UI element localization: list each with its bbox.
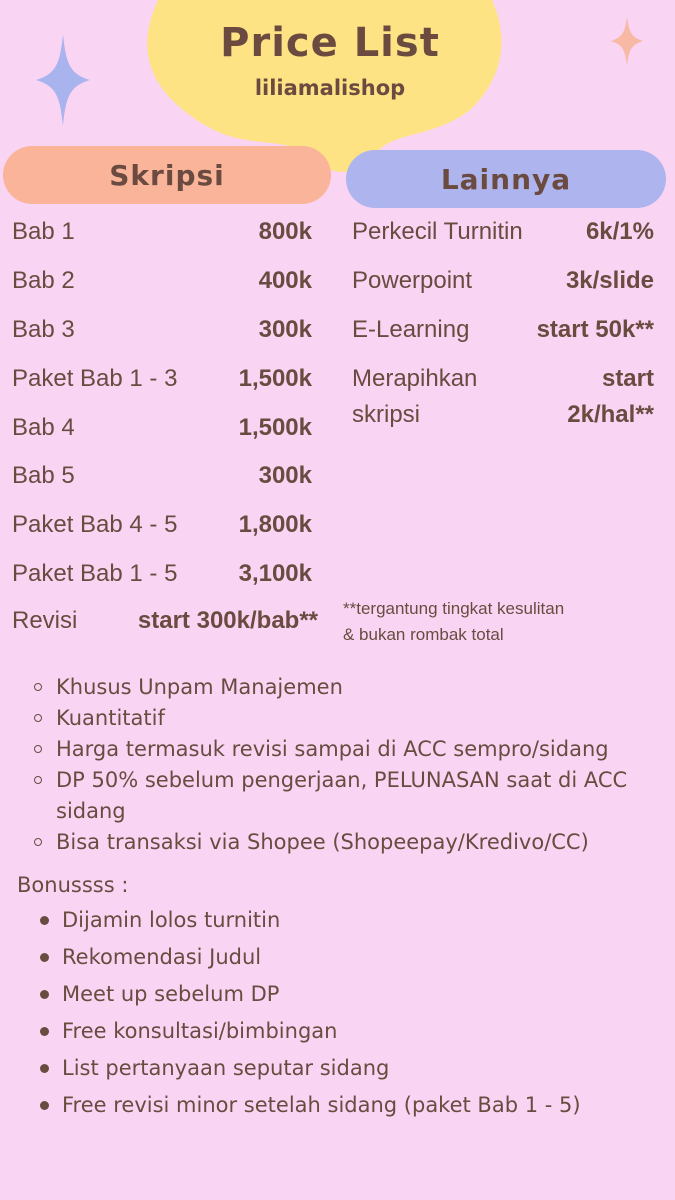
item-price: 400k <box>258 267 312 294</box>
dot-bullet-icon <box>40 1027 49 1036</box>
info-list <box>34 672 664 858</box>
item-price: start 50k** <box>536 316 654 343</box>
shop-name: liliamalishop <box>254 76 406 100</box>
list-item: Free konsultasi/bimbingan <box>40 1013 660 1050</box>
price-row <box>12 267 312 295</box>
dot-bullet-icon <box>40 1064 49 1073</box>
circle-bullet-icon <box>34 776 42 784</box>
skripsi-section-label: Skripsi <box>3 146 331 204</box>
item-name: Powerpoint <box>352 267 473 294</box>
item-price: 300k <box>258 462 312 489</box>
item-name: Bab 3 <box>12 316 75 343</box>
list-item: Kuantitatif <box>34 703 664 734</box>
dot-bullet-icon <box>40 990 49 999</box>
price-row <box>12 607 318 635</box>
price-row <box>12 365 312 393</box>
item-price: 1,500k <box>238 365 312 392</box>
circle-bullet-icon <box>34 714 42 722</box>
price-row <box>352 316 654 344</box>
price-row <box>12 316 312 344</box>
item-name: Paket Bab 4 - 5 <box>12 511 178 538</box>
price-row <box>12 462 312 490</box>
price-row <box>352 218 654 246</box>
item-name-line: skripsi <box>352 401 421 428</box>
item-name: Bab 1 <box>12 218 75 245</box>
item-name-line: Merapihkan <box>352 365 478 392</box>
list-item: Meet up sebelum DP <box>40 976 660 1013</box>
item-price: 800k <box>258 218 312 245</box>
item-name: Bab 4 <box>12 414 75 441</box>
price-row <box>12 218 312 246</box>
item-price: 1,800k <box>238 511 312 538</box>
item-name: Bab 2 <box>12 267 75 294</box>
dot-bullet-icon <box>40 953 49 962</box>
price-row <box>12 414 312 442</box>
list-item: Bisa transaksi via Shopee (Shopeepay/Kredivo/CC) <box>34 827 664 858</box>
item-name: Paket Bab 1 - 5 <box>12 560 178 587</box>
item-price-line: 2k/hal** <box>567 401 654 428</box>
sparkle-icon-left <box>36 34 90 126</box>
circle-bullet-icon <box>34 838 42 846</box>
list-item: Khusus Unpam Manajemen <box>34 672 664 703</box>
price-row <box>12 560 312 588</box>
item-price-line: start <box>601 365 654 392</box>
item-price: start 300k/bab** <box>137 607 318 634</box>
footnote <box>343 596 643 648</box>
price-row <box>12 511 312 539</box>
dot-bullet-icon <box>40 916 49 925</box>
list-item: DP 50% sebelum pengerjaan, PELUNASAN saat di ACC sidang <box>34 765 664 827</box>
item-price: 3k/slide <box>565 267 654 294</box>
page-title: Price List <box>220 20 440 66</box>
item-name-multiline <box>352 361 477 433</box>
item-price-multiline <box>500 361 654 433</box>
item-price: 6k/1% <box>585 218 654 245</box>
list-item: Free revisi minor setelah sidang (paket Bab 1 - 5) <box>40 1087 660 1124</box>
footnote-line: **tergantung tingkat kesulitan <box>343 599 565 618</box>
bonus-heading: Bonussss : <box>17 873 129 897</box>
circle-bullet-icon <box>34 683 42 691</box>
sparkle-icon-right <box>611 16 643 66</box>
list-item: Rekomendasi Judul <box>40 939 660 976</box>
item-price: 300k <box>258 316 312 343</box>
item-price: 3,100k <box>238 560 312 587</box>
dot-bullet-icon <box>40 1101 49 1110</box>
list-item: Dijamin lolos turnitin <box>40 902 660 939</box>
footnote-line: & bukan rombak total <box>343 625 504 644</box>
item-name: Bab 5 <box>12 462 75 489</box>
lainnya-section-label: Lainnya <box>346 150 666 208</box>
item-name: Revisi <box>12 607 78 634</box>
item-name: E-Learning <box>352 316 470 343</box>
item-name: Perkecil Turnitin <box>352 218 523 245</box>
item-price: 1,500k <box>238 414 312 441</box>
bonus-list <box>40 902 660 1124</box>
list-item: List pertanyaan seputar sidang <box>40 1050 660 1087</box>
price-row <box>352 267 654 295</box>
circle-bullet-icon <box>34 745 42 753</box>
list-item: Harga termasuk revisi sampai di ACC sempro/sidang <box>34 734 664 765</box>
item-name: Paket Bab 1 - 3 <box>12 365 178 392</box>
